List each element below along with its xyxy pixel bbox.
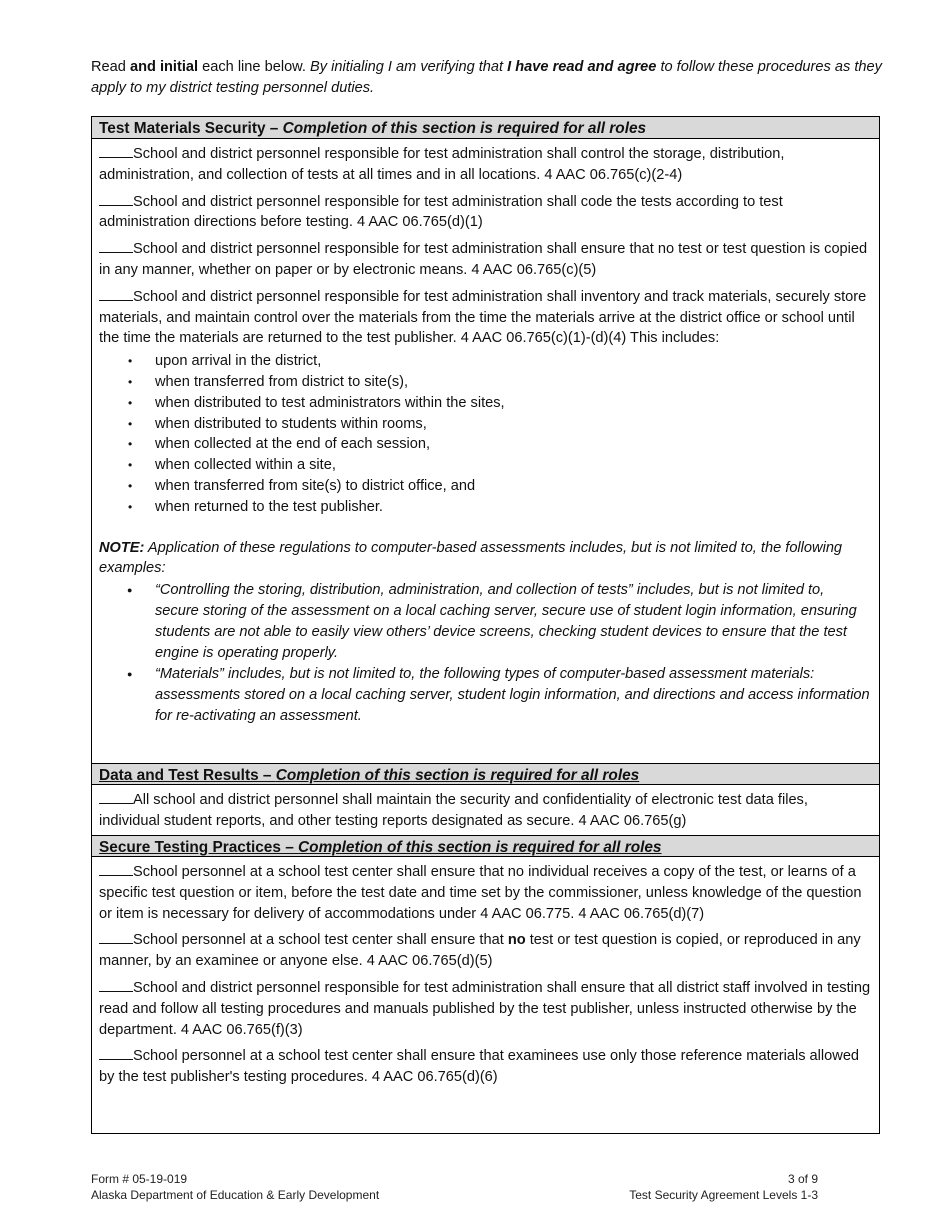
initial-line-item: All school and district personnel shall maintain the security and confidentiality of electronic test data files, individual student reports, and other testing reports designated as secure. 4 AAC 06.765(g) <box>99 792 808 829</box>
page-number: 3 of 9 <box>787 1172 818 1186</box>
initial-line-item: School personnel at a school test center shall ensure that no test or test question is copied, or reproduced in any manner, by an examinee or anyone else. 4 AAC 06.765(d)(5) <box>99 932 861 970</box>
list-item: • when transferred from site(s) to district office, and <box>99 476 872 497</box>
initial-line-item: School and district personnel responsible for test administration shall ensure that all district staff involved in testing read and follow all testing procedures and manuals published by the test publisher, unless instructed otherwise by the department. 4 AAC 06.765(f)(3) <box>99 979 871 1038</box>
list-item: ● “Controlling the storing, distribution, administration, and collection of tests” includes, but is not limited to, secure storing of the assessment on a local caching server, secure use of student login information, ensuring students are not able to easily view others’ device screens, checking student devices to ensure that the test engine is operating properly. <box>99 580 872 663</box>
initial-blank[interactable] <box>99 144 133 158</box>
initial-blank[interactable] <box>99 192 133 206</box>
list-item: ● “Materials” includes, but is not limited to, the following types of computer-based assessment materials: assessments stored on a local caching server, student login information, and directions and access information for re-activating an assessment. <box>99 664 872 726</box>
note-paragraph: NOTE: Application of these regulations to computer-based assessments includes, but is not limited to, the following examples: <box>99 539 843 577</box>
initial-line-item: School and district personnel responsible for test administration shall code the tests according to test administration directions before testing. 4 AAC 06.765(d)(1) <box>99 193 783 231</box>
initial-blank[interactable] <box>99 862 133 876</box>
initial-blank[interactable] <box>99 930 133 944</box>
section-header-practices: Secure Testing Practices – Completion of this section is required for all roles <box>92 835 879 857</box>
section-body-practices <box>92 857 879 1088</box>
agreement-table <box>91 116 880 1134</box>
initial-line-item: School and district personnel responsible for test administration shall ensure that no test or test question is copied in any manner, whether on paper or by electronic means. 4 AAC 06.765(c)(5) <box>99 241 868 278</box>
section-header-data: Data and Test Results – Completion of this section is required for all roles <box>92 763 879 785</box>
initial-blank[interactable] <box>99 790 133 804</box>
initial-line-item: School personnel at a school test center shall ensure that examinees use only those reference materials allowed by the test publisher's testing procedures. 4 AAC 06.765(d)(6) <box>99 1048 860 1086</box>
instructions: Read and initial each line below. By initialing I am verifying that I have read and agree to follow these procedures as they apply to my district testing personnel duties. <box>91 59 882 96</box>
list-item: • when collected at the end of each session, <box>99 434 872 455</box>
footer-right <box>600 1171 818 1203</box>
form-number: Form # 05-19-019 <box>91 1172 188 1186</box>
initial-blank[interactable] <box>99 239 133 253</box>
list-item: • when transferred from district to site(s), <box>99 372 872 393</box>
footer-left <box>91 1171 379 1203</box>
materials-tracking-list <box>99 351 872 517</box>
section-header-materials: Test Materials Security – Completion of this section is required for all roles <box>92 117 879 139</box>
document-title: Test Security Agreement Levels 1-3 <box>629 1188 818 1202</box>
list-item: • when returned to the test publisher. <box>99 497 872 518</box>
list-item: • upon arrival in the district, <box>99 351 872 372</box>
list-item: • when distributed to students within rooms, <box>99 414 872 435</box>
initial-blank[interactable] <box>99 1046 133 1060</box>
note-examples-list <box>99 580 872 727</box>
section-body-materials <box>92 139 879 763</box>
department-name: Alaska Department of Education & Early Development <box>91 1188 380 1202</box>
section-body-data <box>92 785 879 835</box>
initial-line-item: School and district personnel responsible for test administration shall control the storage, distribution, administration, and collection of tests at all times and in all locations. 4 AAC 06.765(c)(2-4) <box>99 146 785 183</box>
initial-line-item: School and district personnel responsible for test administration shall inventory and track materials, securely store materials, and maintain control over the materials from the time the materials arrive at the district office or school until the time the materials are returned to the test publisher. 4 AAC 06.765(c)(1)-(d)(4) This includes: <box>99 288 867 347</box>
initial-line-item: School personnel at a school test center shall ensure that no individual receives a copy of the test, or learns of a specific test question or item, before the test date and time set by the commissioner, unless knowledge of the question or item is necessary for delivery of accommodations under 4 AAC 06.775. 4 AAC 06.765(d)(7) <box>99 864 862 922</box>
list-item: • when distributed to test administrators within the sites, <box>99 393 872 414</box>
initial-blank[interactable] <box>99 978 133 992</box>
list-item: • when collected within a site, <box>99 455 872 476</box>
initial-blank[interactable] <box>99 287 133 301</box>
